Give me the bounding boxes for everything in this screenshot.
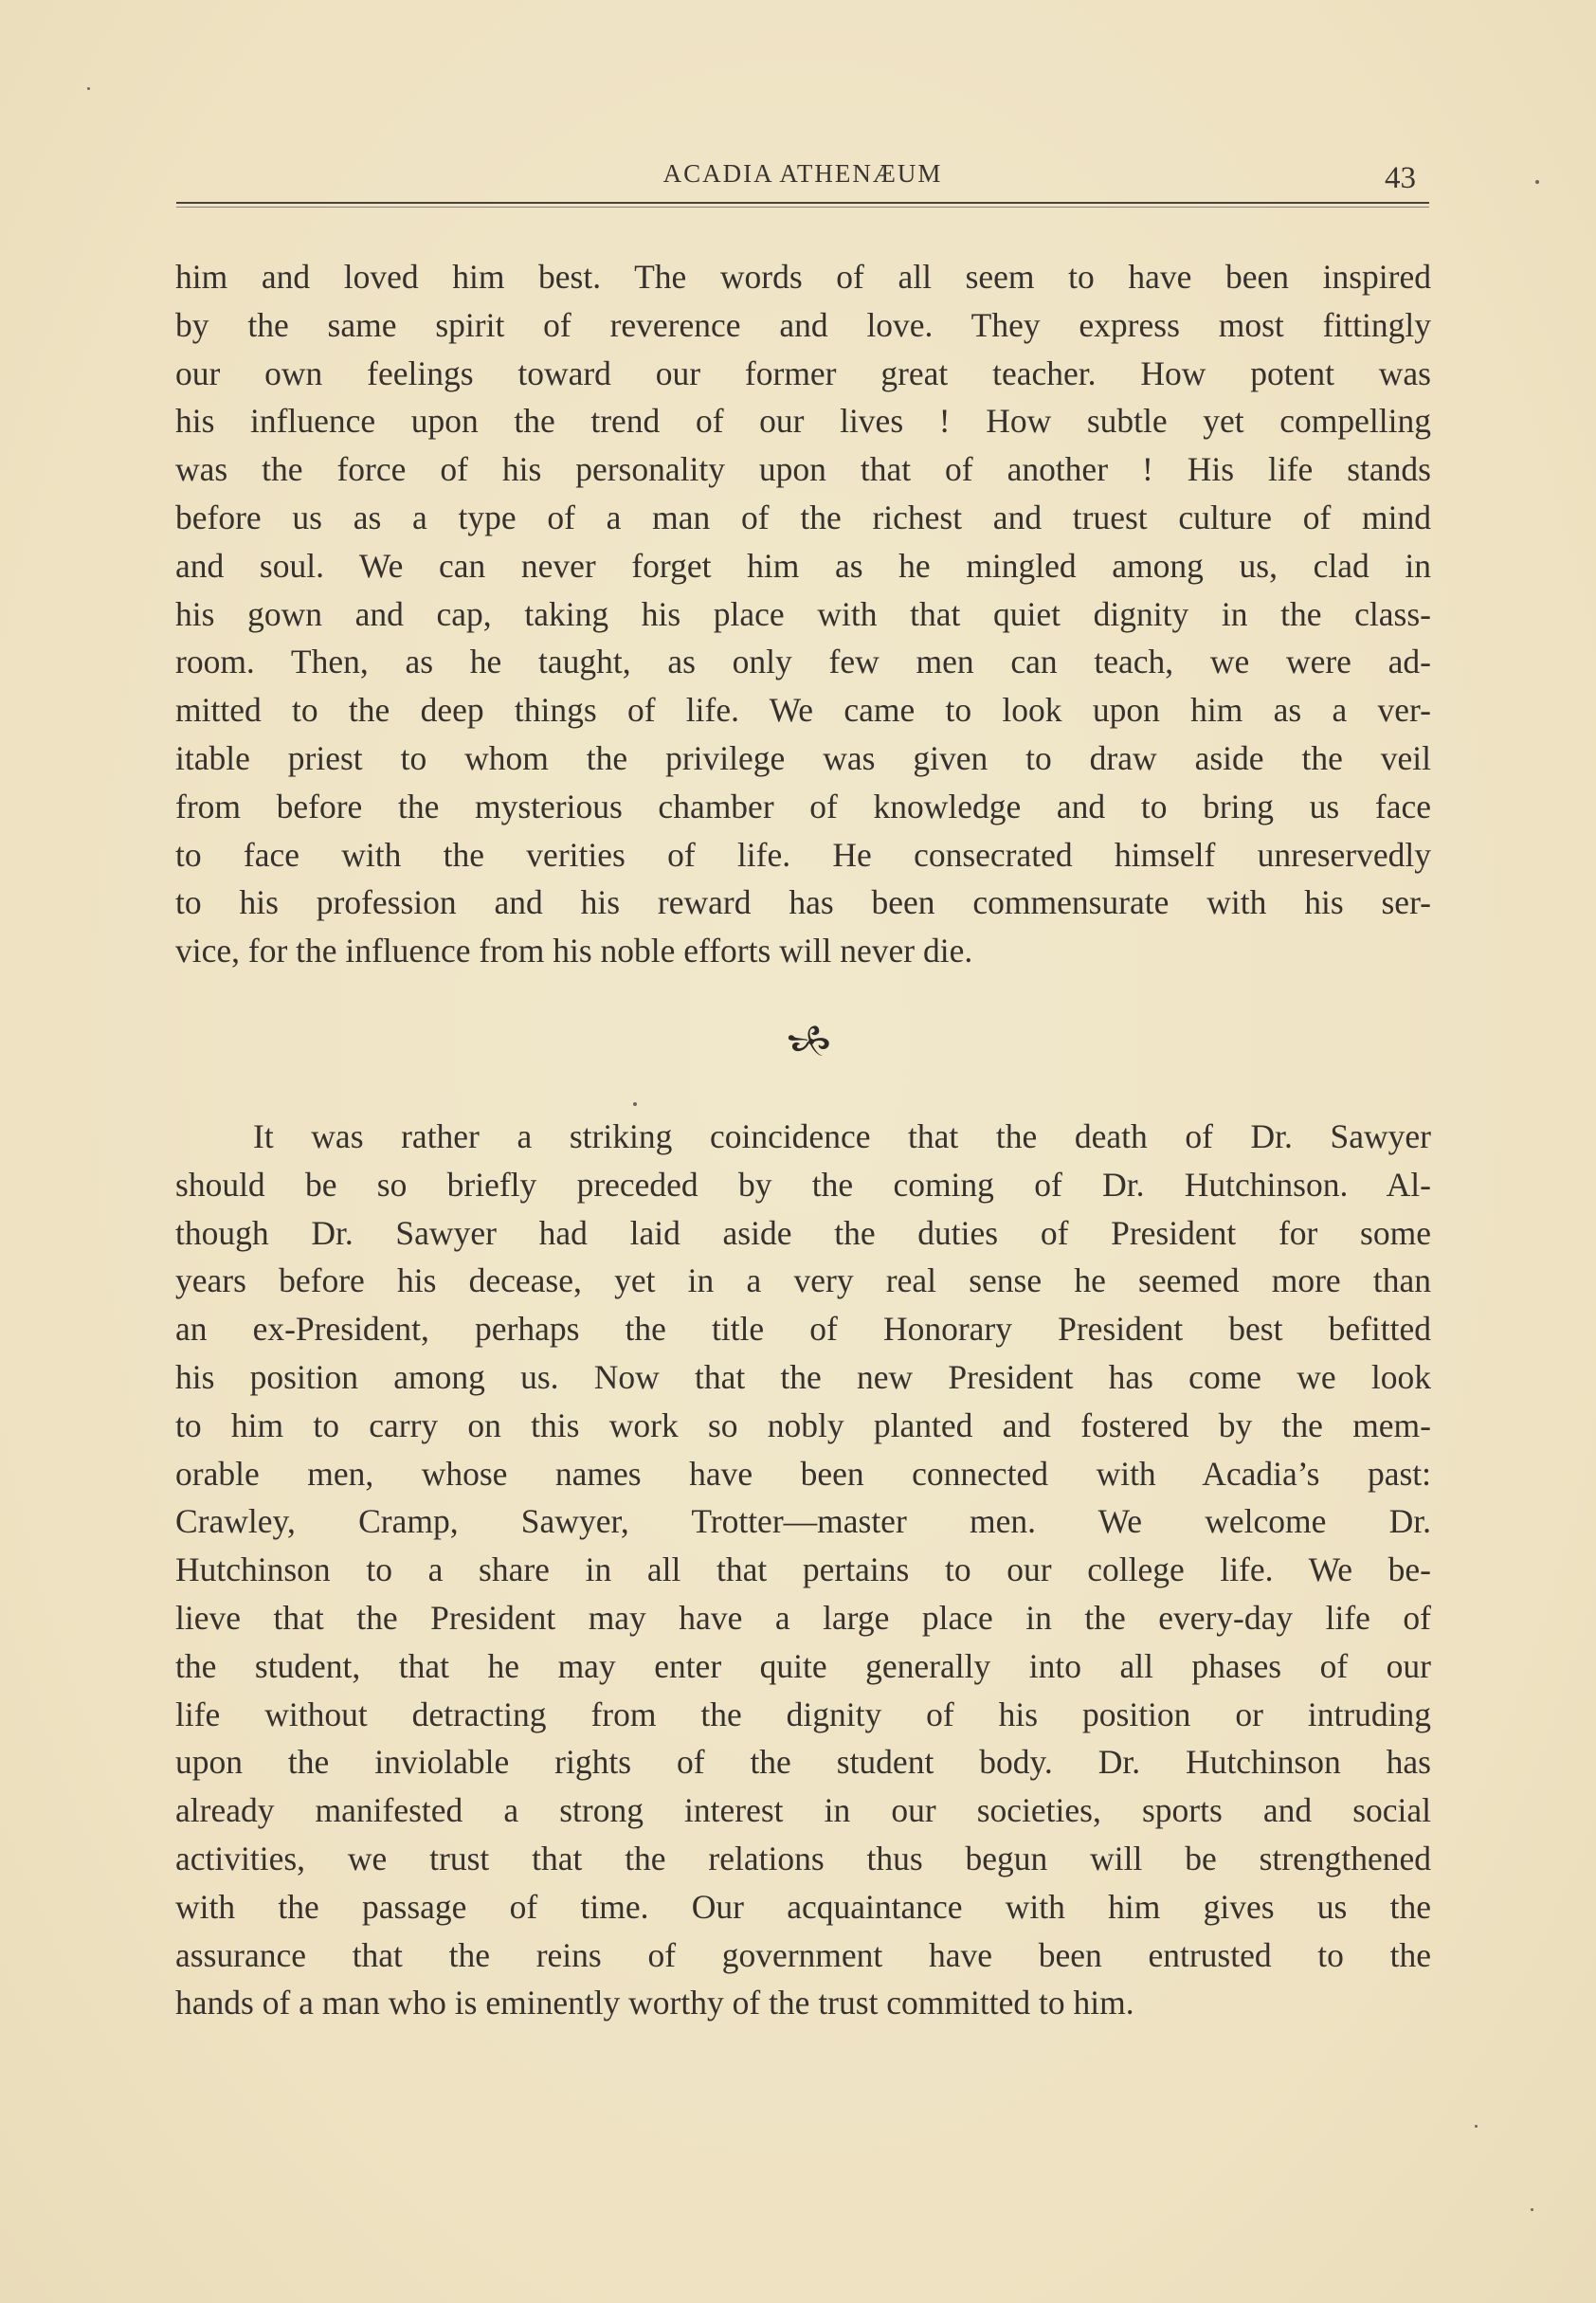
text-line: lieve that the President may have a large place in the every-day life of	[175, 1598, 1431, 1637]
paper-speck	[1475, 2125, 1478, 2128]
paper-speck	[1531, 2208, 1533, 2211]
text-line: mitted to the deep things of life. We came to look upon him as a ver-	[175, 691, 1431, 730]
paper-speck	[87, 87, 90, 90]
text-line: It was rather a striking coincidence that the death of Dr. Sawyer	[253, 1117, 1431, 1155]
text-line: him and loved him best. The words of all seem to have been inspired	[175, 258, 1431, 296]
text-line: should be so briefly preceded by the coming of Dr. Hutchinson. Al-	[175, 1165, 1431, 1204]
header-rule	[176, 202, 1429, 204]
text-line: his position among us. Now that the new President has come we look	[175, 1357, 1431, 1396]
text-line: from before the mysterious chamber of knowledge and to bring us face	[175, 787, 1431, 825]
text-line: was the force of his personality upon that of another ! His life stands	[175, 450, 1431, 489]
text-line: itable priest to whom the privilege was given to draw aside the veil	[175, 738, 1431, 777]
text-line: already manifested a strong interest in our societies, sports and social	[175, 1791, 1431, 1830]
text-line: his influence upon the trend of our lives ! How subtle yet compelling	[175, 402, 1431, 441]
text-line: his gown and cap, taking his place with that quiet dignity in the class-	[175, 594, 1431, 633]
text-line: activities, we trust that the relations thus begun will be strengthened	[175, 1839, 1431, 1877]
text-line: with the passage of time. Our acquaintance with him gives us the	[175, 1887, 1431, 1926]
text-line: life without detracting from the dignity of his position or intruding	[175, 1695, 1431, 1733]
text-line: our own feelings toward our former great teacher. How potent was	[175, 354, 1431, 392]
text-line: years before his decease, yet in a very real sense he seemed more than	[175, 1261, 1431, 1300]
text-line: upon the inviolable rights of the student body. Dr. Hutchinson has	[175, 1743, 1431, 1782]
text-line: room. Then, as he taught, as only few men can teach, we were ad-	[175, 643, 1431, 681]
text-line: though Dr. Sawyer had laid aside the duties of President for some	[175, 1213, 1431, 1252]
fleuron-ornament-icon	[783, 1016, 840, 1063]
page-number: 43	[1385, 161, 1416, 195]
text-line: before us as a type of a man of the richest and truest culture of mind	[175, 498, 1431, 536]
paragraph-1	[175, 253, 1431, 975]
text-line: vice, for the influence from his noble efforts will never die.	[175, 932, 973, 970]
text-line: to face with the verities of life. He consecrated himself unreservedly	[175, 835, 1431, 874]
text-line: Crawley, Cramp, Sawyer, Trotter—master men. We welcome Dr.	[175, 1502, 1431, 1541]
header-rule-thin	[176, 207, 1429, 208]
paper-speck	[633, 1102, 637, 1106]
page-header	[176, 152, 1429, 209]
paper-speck	[1535, 180, 1539, 184]
text-line: and soul. We can never forget him as he mingled among us, clad in	[175, 546, 1431, 585]
running-title: ACADIA ATHENÆUM	[662, 159, 943, 188]
text-line: an ex-President, perhaps the title of Honorary President best befitted	[175, 1310, 1431, 1349]
paragraph-2	[175, 1113, 1431, 2027]
text-line: the student, that he may enter quite generally into all phases of our	[175, 1646, 1431, 1685]
text-line: by the same spirit of reverence and love. They express most fittingly	[175, 305, 1431, 344]
text-line: hands of a man who is eminently worthy of the trust committed to him.	[175, 1984, 1134, 2022]
text-line: orable men, whose names have been connected with Acadia’s past:	[175, 1454, 1431, 1493]
text-line: to him to carry on this work so nobly planted and fostered by the mem-	[175, 1405, 1431, 1444]
text-line: Hutchinson to a share in all that pertains to our college life. We be-	[175, 1550, 1431, 1589]
text-line: assurance that the reins of government have been entrusted to the	[175, 1935, 1431, 1974]
text-line: to his profession and his reward has been commensurate with his ser-	[175, 883, 1431, 922]
